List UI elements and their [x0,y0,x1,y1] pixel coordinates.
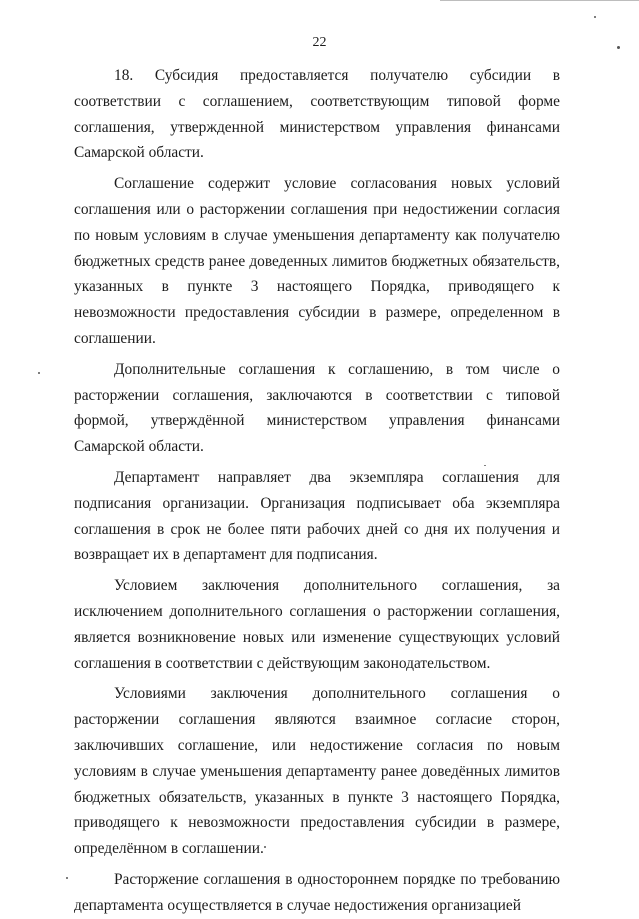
scan-dot [38,372,40,374]
scan-dot [594,16,596,18]
scan-dot [66,877,68,879]
scan-edge-line [440,0,639,1]
paragraph-1: 18. Субсидия предоставляется получателю субсидии в соответствии с соглашением, соответствующим типовой форме соглашения, утвержденной министерством управления финансами Самарской области. [74,67,560,162]
paragraph-6: Условиями заключения дополнительного соглашения о расторжении соглашения являются взаимное согласие сторон, заключивших соглашение, или недостижение согласия по новым условиям в случае уменьшения департаменту ранее доведённых лимитов бюджетных обязательств, указанных в пункте 3 настоящего Порядка, приводящего к невозможности предоставления субсидии в размере, определённом в соглашении. [74,685,560,858]
paragraph-3: Дополнительные соглашения к соглашению, в том числе о расторжении соглашения, заключаются в соответствии с типовой формой, утверждённой министерством управления финансами Самарской области. [74,360,560,456]
scan-dot [484,465,486,466]
paragraph-4: Департамент направляет два экземпляра соглашения для подписания организации. Организация подписывает оба экземпляра соглашения в срок не более пяти рабочих дней со дня их получения и возвращает их в департамент для подписания. [74,468,560,564]
document-body [74,63,560,919]
page-number: 22 [312,35,327,50]
paragraph-2: Соглашение содержит условие согласования новых условий соглашения или о расторжении соглашения при недостижении согласия по новым условиям в случае уменьшения департаменту как получателю бюджетных средств ранее доведенных лимитов бюджетных обязательств, указанных в пункте 3 настоящего Порядка, приводящего к невозможности предоставления субсидии в размере, определенном в соглашении. [74,175,560,347]
paragraph-7: Расторжение соглашения в одностороннем порядке по требованию департамента осуществляется в случае недостижения организацией [74,870,560,914]
scan-dot [264,846,266,848]
scan-dot [617,46,620,49]
paragraph-5: Условием заключения дополнительного соглашения, за исключением дополнительного соглашения о расторжении соглашения, является возникновение новых или изменение существующих условий соглашения в соответствии с действующим законодательством. [74,577,560,672]
